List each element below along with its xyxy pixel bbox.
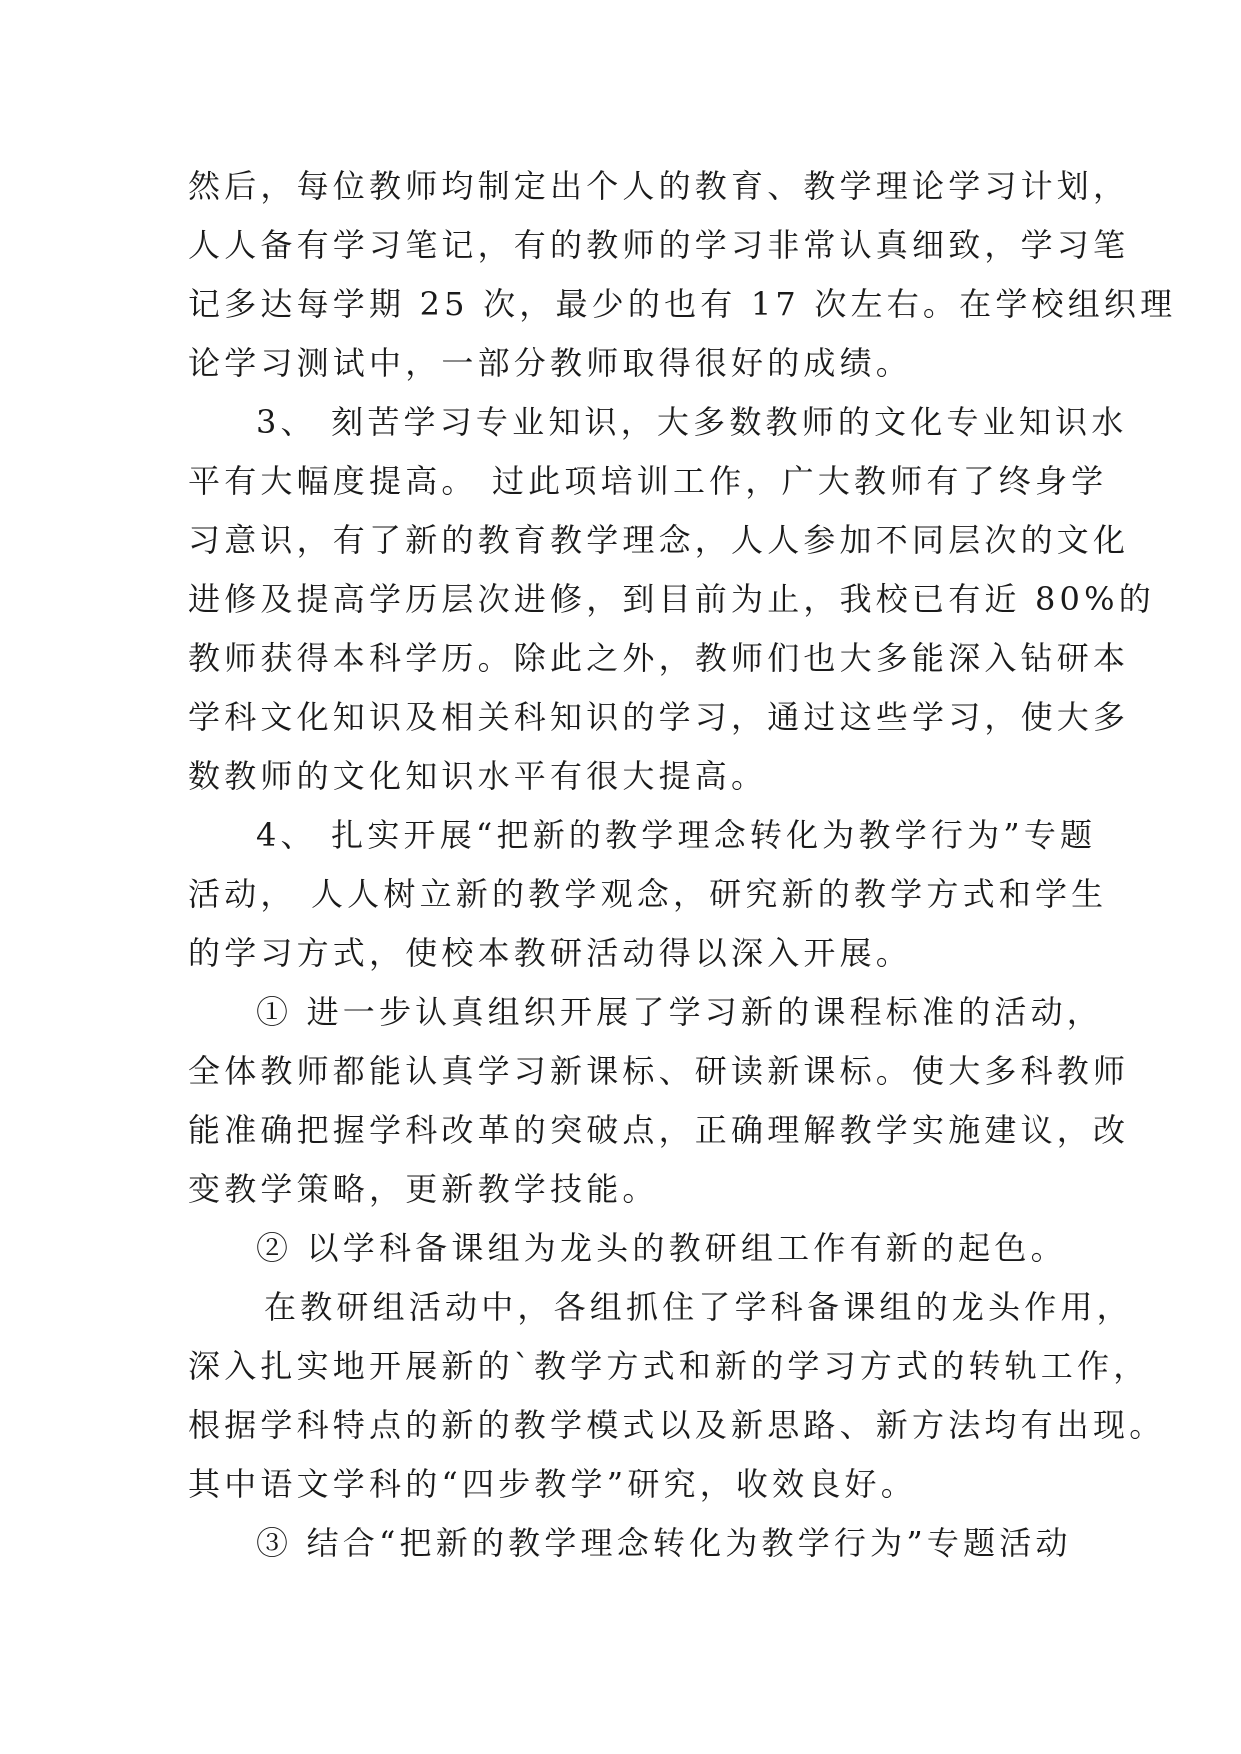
numbered-paragraph-3: 3、 刻苦学习专业知识，大多数教师的文化专业知识水 xyxy=(256,403,1128,441)
text-line: 数教师的文化知识水平有很大提高。 xyxy=(188,757,768,795)
circled-item-1: ① 进一步认真组织开展了学习新的课程标准的活动， xyxy=(256,993,1103,1031)
paragraph-start: 在教研组活动中，各组抓住了学科备课组的龙头作用， xyxy=(264,1288,1133,1326)
text-line: 深入扎实地开展新的`教学方式和新的学习方式的转轨工作， xyxy=(188,1347,1150,1385)
text-line: 论学习测试中，一部分教师取得很好的成绩。 xyxy=(188,344,913,382)
text-line: 根据学科特点的新的教学模式以及新思路、新方法均有出现。 xyxy=(188,1406,1166,1444)
text-line: 记多达每学期 25 次，最少的也有 17 次左右。在学校组织理 xyxy=(188,285,1177,323)
circled-item-2: ② 以学科备课组为龙头的教研组工作有新的起色。 xyxy=(256,1229,1067,1267)
text-line: 习意识，有了新的教育教学理念，人人参加不同层次的文化 xyxy=(188,521,1130,559)
text-line: 其中语文学科的“四步教学”研究，收效良好。 xyxy=(188,1465,917,1503)
text-line: 的学习方式，使校本教研活动得以深入开展。 xyxy=(188,934,913,972)
text-line: 然后，每位教师均制定出个人的教育、教学理论学习计划， xyxy=(188,167,1130,205)
text-line: 教师获得本科学历。除此之外，教师们也大多能深入钻研本 xyxy=(188,639,1130,677)
text-line: 全体教师都能认真学习新课标、研读新课标。使大多科教师 xyxy=(188,1052,1130,1090)
text-line: 活动， 人人树立新的教学观念，研究新的教学方式和学生 xyxy=(188,875,1108,913)
text-line: 平有大幅度提高。 过此项培训工作，广大教师有了终身学 xyxy=(188,462,1108,500)
text-line: 进修及提高学历层次进修，到目前为止，我校已有近 80%的 xyxy=(188,580,1155,618)
text-line: 人人备有学习笔记，有的教师的学习非常认真细致，学习笔 xyxy=(188,226,1130,264)
circled-item-3: ③ 结合“把新的教学理念转化为教学行为”专题活动 xyxy=(256,1524,1072,1562)
text-line: 变教学策略，更新教学技能。 xyxy=(188,1170,659,1208)
text-line: 能准确把握学科改革的突破点，正确理解教学实施建议，改 xyxy=(188,1111,1130,1149)
text-line: 学科文化知识及相关科知识的学习，通过这些学习，使大多 xyxy=(188,698,1130,736)
numbered-paragraph-4: 4、 扎实开展“把新的教学理念转化为教学行为”专题 xyxy=(256,816,1097,854)
